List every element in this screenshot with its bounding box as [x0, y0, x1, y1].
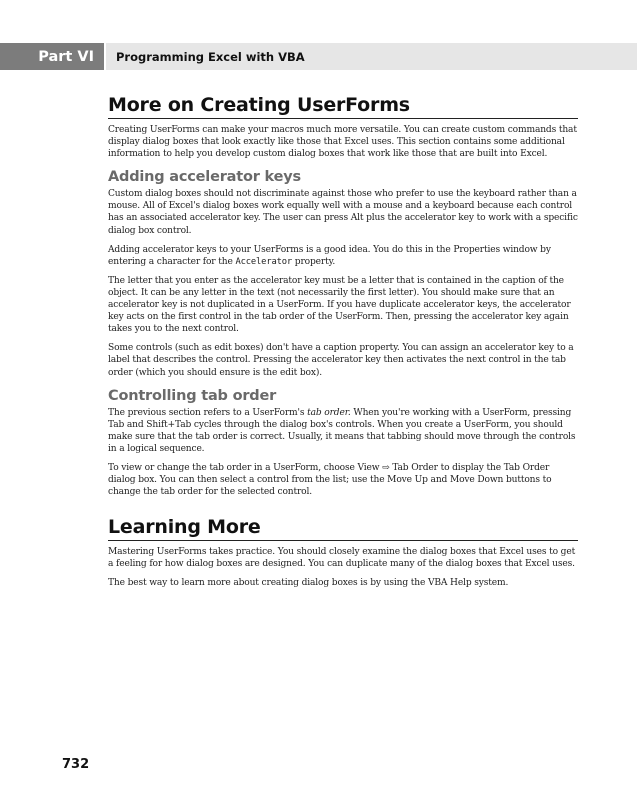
paragraph-accelerator-4: Some controls (such as edit boxes) don't have a caption property. You can assign an accelerator key to a label that describes the control. Pressing the accelerator key then activates the next control in the tab order (which you should ensure is the edit box). [108, 343, 574, 378]
section-title-learning: Learning More [108, 516, 578, 541]
paragraph-taborder-1 [108, 407, 578, 455]
paragraph-intro: Creating UserForms can make your macros much more versatile. You can create custom commands that display dialog boxes that look exactly like those that Excel uses. This section contains some additional information to help you develop custom dialog boxes that work like those that are built into Excel. [108, 125, 577, 160]
subsection-title-accelerator: Adding accelerator keys [108, 169, 301, 186]
paragraph-accelerator-1: Custom dialog boxes should not discriminate against those who prefer to use the keyboard rather than a mouse. All of Excel's dialog boxes work equally well with a mouse and a keyboard because each control has an associated accelerator key. The user can press Alt plus the accelerator key to work with a specific dialog box control. [108, 189, 578, 236]
code-accelerator: Accelerator [235, 256, 293, 267]
paragraph-accelerator-3: The letter that you enter as the accelerator key must be a letter that is contained in the caption of the object. It can be any letter in the text (not necessarily the first letter). You should make sure that an accelerator key is not duplicated in a UserForm. If you have duplicate accelerator keys, the accelerator key acts on the first control in the tab order of the UserForm. Then, pressing the accelerator key again takes you to the next control. [108, 275, 571, 335]
page-content [108, 94, 578, 597]
section-title-userforms: More on Creating UserForms [108, 94, 578, 119]
text-span: property. [292, 256, 336, 267]
paragraph-learning-2: The best way to learn more about creating dialog boxes is by using the VBA Help system. [108, 578, 509, 589]
text-span: Adding accelerator keys to your UserForms is a good idea. You do this in the Properties window by entering a character for the [108, 244, 551, 267]
emphasis-tab-order: tab order. [307, 407, 351, 418]
subsection-title-taborder: Controlling tab order [108, 387, 277, 404]
paragraph-learning-1: Mastering UserForms takes practice. You should closely examine the dialog boxes that Excel uses to get a feeling for how dialog boxes are designed. You can duplicate many of the dialog boxes that Excel uses. [108, 547, 576, 570]
page-number: 732 [62, 757, 90, 772]
paragraph-accelerator-2 [108, 244, 578, 268]
text-span: The previous section refers to a UserForm's [108, 407, 308, 418]
text-span: When you're working with a UserForm, pressing Tab and Shift+Tab cycles through the dialog box's controls. When you create a UserForm, you should make sure that the tab order is correct. Usually, it means that tabbing should move through the controls in a logical sequence. [108, 407, 576, 454]
paragraph-taborder-2: To view or change the tab order in a UserForm, choose View ⇨ Tab Order to display the Tab Order dialog box. You can then select a control from the list; use the Move Up and Move Down buttons to change the tab order for the selected control. [108, 462, 552, 498]
part-label: Part VI [0, 43, 104, 70]
part-title: Programming Excel with VBA [106, 43, 637, 70]
